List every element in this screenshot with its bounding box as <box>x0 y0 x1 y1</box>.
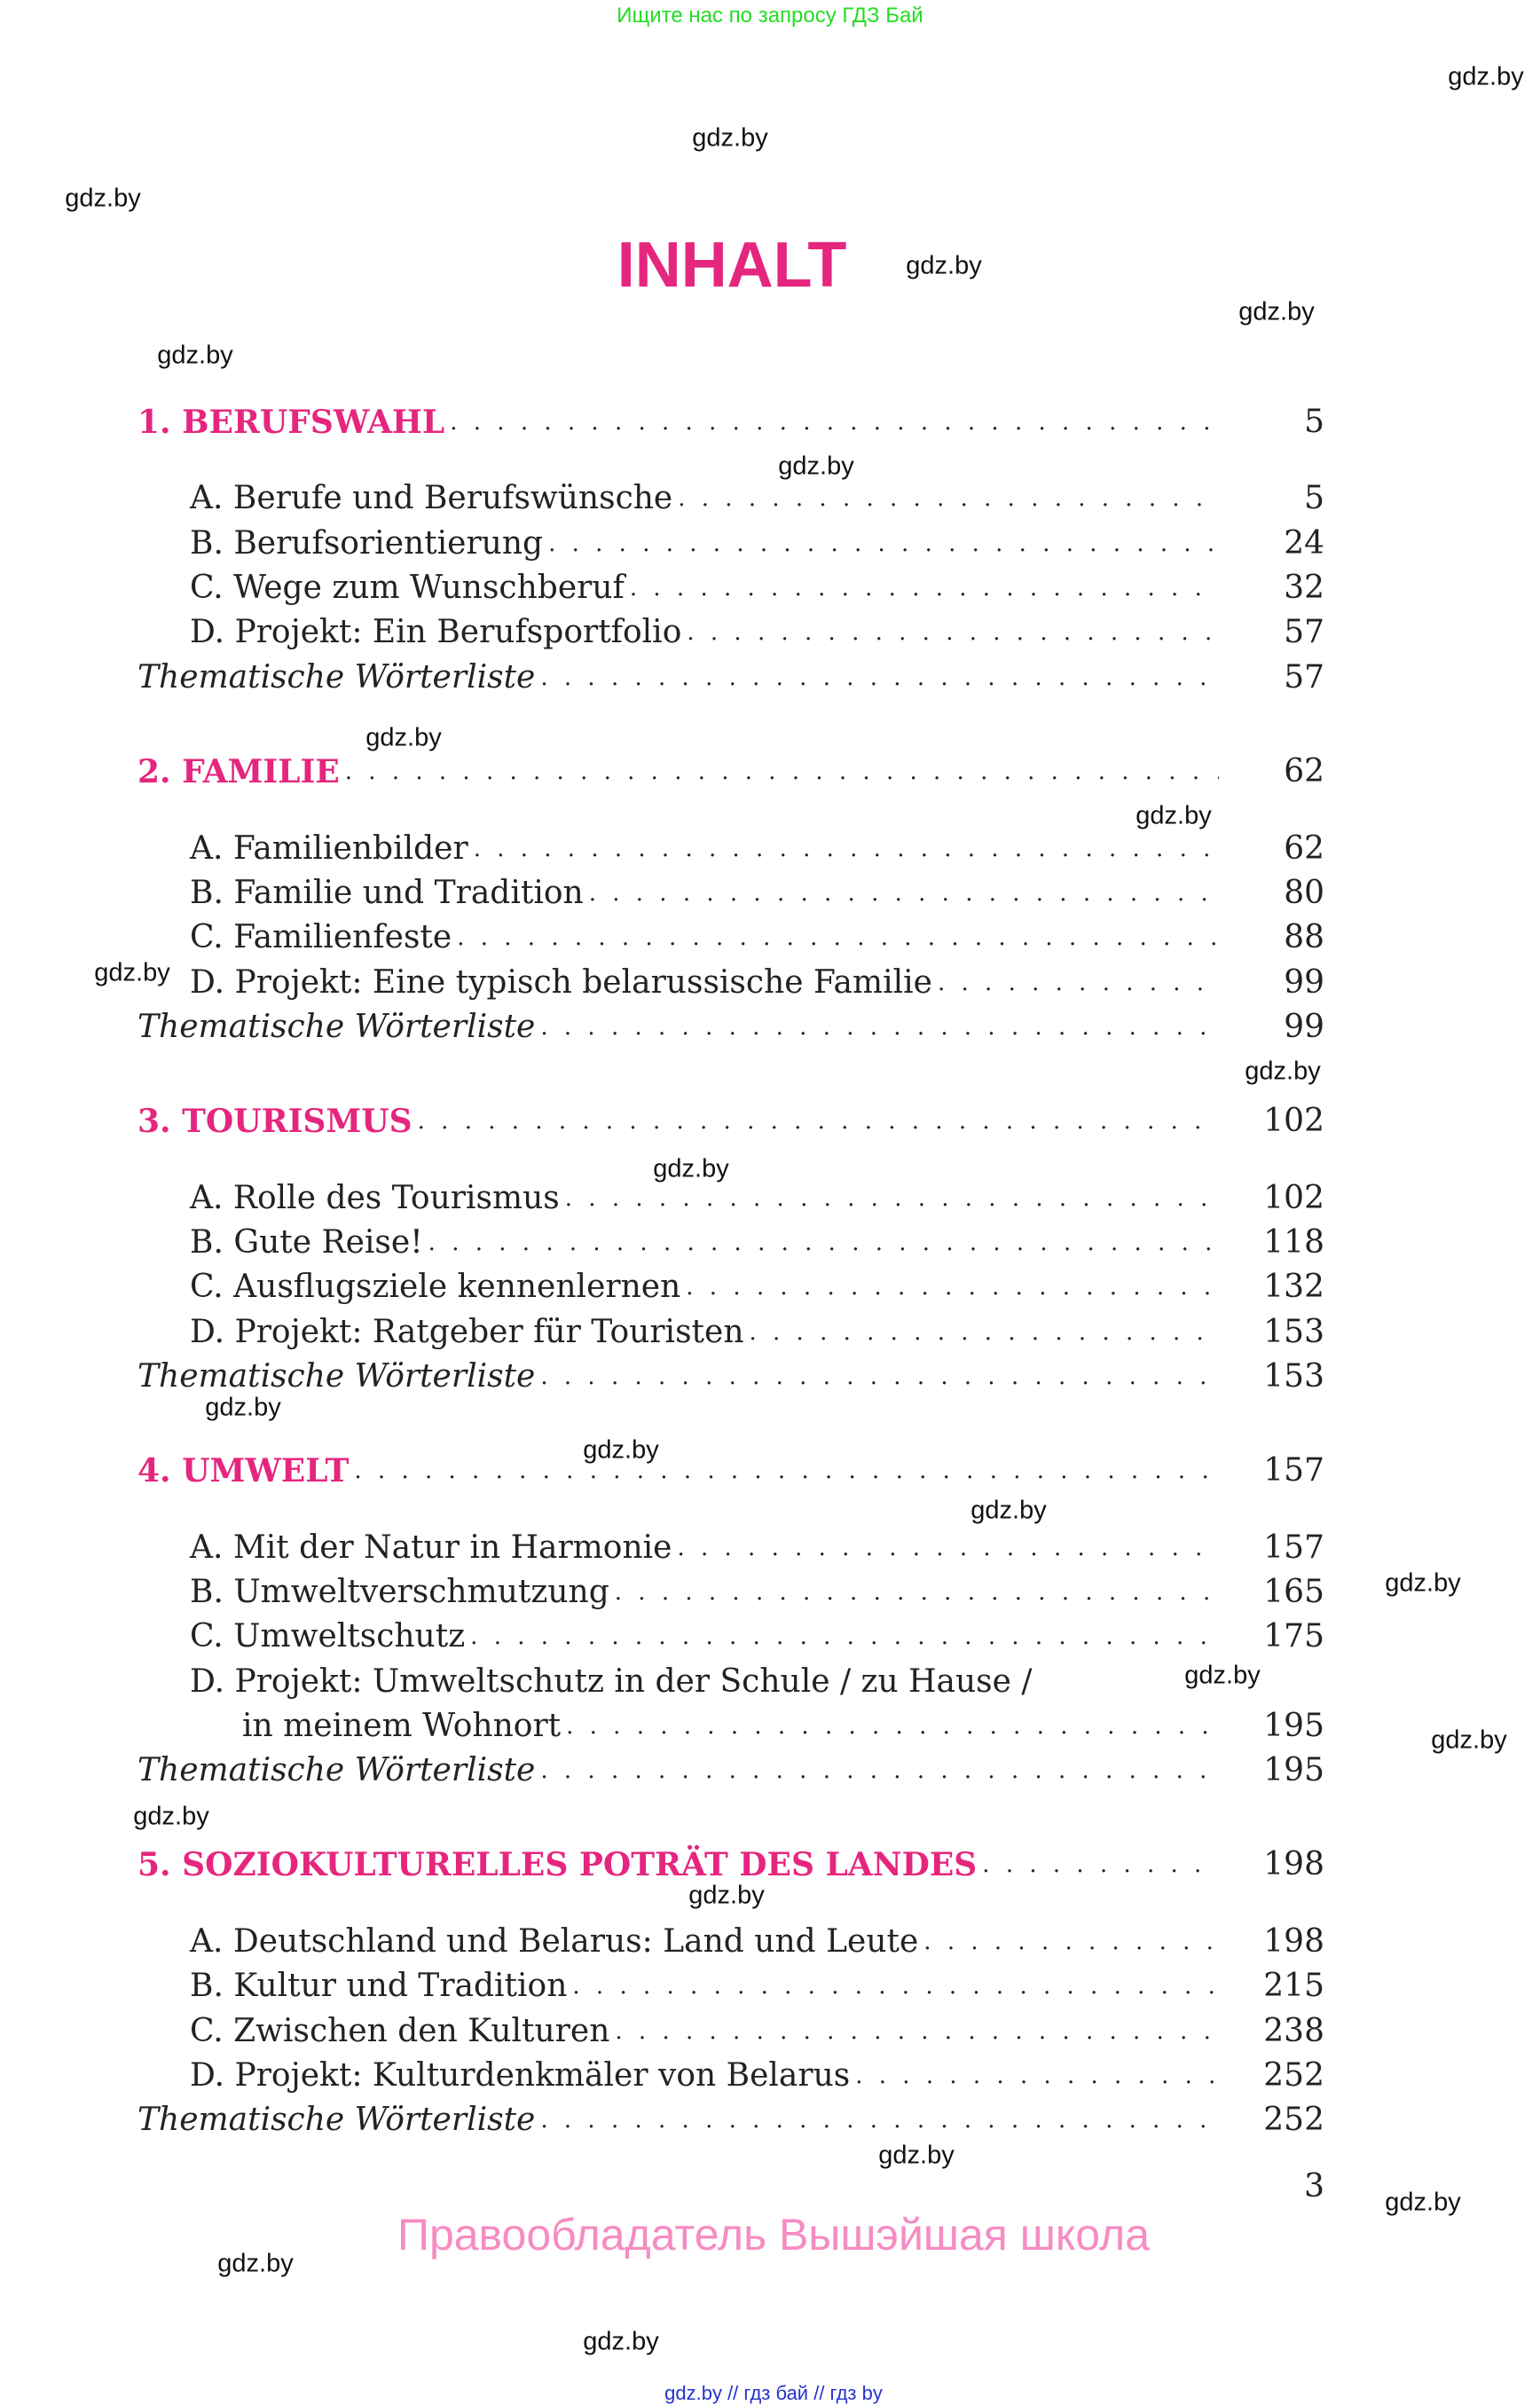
toc-wordlist[interactable] <box>138 658 1324 697</box>
toc-label: B. Berufsorientierung <box>190 525 544 562</box>
toc-page: 198 <box>1263 1846 1324 1882</box>
watermark: gdz.by <box>217 2249 294 2278</box>
toc-page: 132 <box>1263 1269 1324 1305</box>
toc-page: 102 <box>1263 1103 1324 1139</box>
leader-dots <box>572 1967 1219 2006</box>
leader-dots <box>354 1451 1219 1490</box>
search-banner[interactable]: Ищите нас по запросу ГДЗ Бай <box>617 4 923 28</box>
watermark: gdz.by <box>94 958 170 987</box>
toc-section-heading[interactable] <box>138 1845 1324 1884</box>
watermark: gdz.by <box>878 2141 955 2170</box>
toc-page: 195 <box>1263 1752 1324 1788</box>
watermark: gdz.by <box>653 1154 729 1183</box>
watermark: gdz.by <box>157 341 233 370</box>
leader-dots <box>540 1751 1219 1790</box>
toc-page: 88 <box>1284 919 1324 955</box>
watermark: gdz.by <box>778 452 854 481</box>
watermark: gdz.by <box>1238 297 1315 326</box>
toc-page: 215 <box>1263 1968 1324 2004</box>
toc-item[interactable] <box>190 479 1324 518</box>
toc-item[interactable] <box>190 918 1324 957</box>
toc-section-heading[interactable] <box>138 752 1324 791</box>
leader-dots <box>565 1179 1219 1218</box>
watermark: gdz.by <box>688 1881 765 1910</box>
leader-dots <box>923 1922 1219 1961</box>
toc-item[interactable] <box>190 1268 1324 1307</box>
page-number: 3 <box>1304 2168 1324 2205</box>
watermark: gdz.by <box>133 1802 209 1831</box>
toc-page: 5 <box>1304 404 1324 440</box>
page-title: INHALT <box>617 230 847 301</box>
leader-dots <box>540 1357 1219 1396</box>
watermark: gdz.by <box>1245 1057 1321 1086</box>
toc-section-heading[interactable] <box>138 1451 1324 1490</box>
toc-label: A. Berufe und Berufswünsche <box>190 480 673 516</box>
watermark: gdz.by <box>1135 801 1212 830</box>
leader-dots <box>470 1617 1219 1656</box>
leader-dots <box>566 1707 1219 1746</box>
toc-page: 24 <box>1284 525 1324 562</box>
toc-page: 102 <box>1263 1180 1324 1216</box>
watermark: gdz.by <box>1184 1661 1261 1690</box>
toc-label: A. Rolle des Tourismus <box>190 1180 560 1216</box>
leader-dots <box>548 524 1219 563</box>
toc-page: 57 <box>1284 614 1324 650</box>
toc-item[interactable] <box>190 1573 1324 1612</box>
toc-item[interactable] <box>190 1662 1324 1702</box>
rights-holder: Правообладатель Вышэйшая школа <box>397 2210 1150 2260</box>
toc-page: 153 <box>1263 1358 1324 1395</box>
watermark: gdz.by <box>970 1496 1047 1525</box>
leader-dots <box>615 2012 1219 2051</box>
leader-dots <box>678 479 1219 518</box>
toc-label: D. Projekt: Ratgeber für Touristen <box>190 1314 744 1350</box>
toc-item[interactable] <box>190 2012 1324 2051</box>
toc-item[interactable] <box>190 1922 1324 1961</box>
toc-label: D. Projekt: Kulturdenkmäler von Belarus <box>190 2057 851 2094</box>
toc-page: 252 <box>1263 2102 1324 2138</box>
leader-dots <box>750 1313 1220 1352</box>
toc-section-heading[interactable] <box>138 1102 1324 1141</box>
watermark: gdz.by <box>1385 1568 1461 1598</box>
toc-wordlist[interactable] <box>138 2101 1324 2140</box>
leader-dots <box>450 403 1219 442</box>
toc-label: C. Familienfeste <box>190 919 452 955</box>
toc-item[interactable] <box>190 2056 1324 2095</box>
leader-dots <box>457 918 1219 957</box>
leader-dots <box>540 1008 1219 1047</box>
toc-page: 62 <box>1284 753 1324 790</box>
toc-item[interactable] <box>190 569 1324 608</box>
toc-label: D. Projekt: Eine typisch belarussische Familie <box>190 964 932 1001</box>
toc-page: 153 <box>1263 1314 1324 1350</box>
toc-page: 57 <box>1284 659 1324 696</box>
toc-label: Thematische Wörterliste <box>138 1009 536 1045</box>
toc-label: D. Projekt: Umweltschutz in der Schule / zu Hause / <box>190 1663 1033 1700</box>
toc-label: D. Projekt: Ein Berufsportfolio <box>190 614 682 650</box>
toc-item[interactable] <box>190 1223 1324 1262</box>
toc-label: 3. TOURISMUS <box>138 1103 412 1140</box>
toc-item[interactable] <box>190 1617 1324 1656</box>
watermark: gdz.by <box>692 123 768 153</box>
toc-label: C. Umweltschutz <box>190 1618 466 1654</box>
leader-dots <box>540 658 1219 697</box>
toc-label: Thematische Wörterliste <box>138 2102 536 2138</box>
toc-item[interactable] <box>190 829 1324 868</box>
toc-wordlist[interactable] <box>138 1357 1324 1396</box>
toc-wordlist[interactable] <box>138 1008 1324 1047</box>
toc-page: 175 <box>1263 1618 1324 1654</box>
toc-item[interactable] <box>190 524 1324 563</box>
toc-label: C. Wege zum Wunschberuf <box>190 570 625 606</box>
watermark: gdz.by <box>1431 1725 1507 1755</box>
leader-dots <box>540 2101 1219 2140</box>
leader-dots <box>677 1529 1219 1568</box>
watermark: gdz.by <box>205 1393 281 1422</box>
leader-dots <box>938 963 1219 1002</box>
toc-label: 1. BERUFSWAHL <box>138 404 445 441</box>
toc-label: 4. UMWELT <box>138 1452 350 1489</box>
toc-label: B. Gute Reise! <box>190 1224 423 1261</box>
toc-label: B. Umweltverschmutzung <box>190 1574 609 1610</box>
leader-dots <box>630 569 1219 608</box>
toc-label: B. Familie und Tradition <box>190 875 584 911</box>
toc-label: A. Deutschland und Belarus: Land und Leute <box>190 1923 919 1960</box>
toc-page: 157 <box>1263 1529 1324 1566</box>
toc-item[interactable] <box>190 1967 1324 2006</box>
watermark: gdz.by <box>906 251 982 280</box>
watermark: gdz.by <box>1448 62 1524 91</box>
toc-page: 165 <box>1263 1574 1324 1610</box>
toc-page: 118 <box>1263 1224 1324 1261</box>
leader-dots <box>615 1573 1219 1612</box>
toc-label: in meinem Wohnort <box>242 1708 562 1744</box>
toc-label: C. Ausflugsziele kennenlernen <box>190 1269 681 1305</box>
toc-item[interactable] <box>190 613 1324 652</box>
toc-page: 157 <box>1263 1452 1324 1489</box>
toc-item[interactable] <box>190 1179 1324 1218</box>
toc-section-heading[interactable] <box>138 403 1324 442</box>
toc-page: 80 <box>1284 875 1324 911</box>
toc-label: Thematische Wörterliste <box>138 1752 536 1788</box>
leader-dots <box>686 1268 1219 1307</box>
leader-dots <box>428 1223 1219 1262</box>
toc-page: 99 <box>1284 964 1324 1001</box>
leader-dots <box>345 752 1219 791</box>
leader-dots <box>687 613 1219 652</box>
watermark: gdz.by <box>65 184 141 213</box>
leader-dots <box>474 829 1219 868</box>
leader-dots <box>418 1102 1219 1141</box>
toc-page: 32 <box>1284 570 1324 606</box>
toc-label: C. Zwischen den Kulturen <box>190 2013 610 2049</box>
leader-dots <box>589 874 1219 913</box>
toc-page: 198 <box>1263 1923 1324 1960</box>
toc-label: A. Mit der Natur in Harmonie <box>190 1529 672 1566</box>
toc-item[interactable] <box>190 1529 1324 1568</box>
watermark: gdz.by <box>1385 2188 1461 2217</box>
toc-label: Thematische Wörterliste <box>138 659 536 696</box>
toc-label: A. Familienbilder <box>190 830 468 867</box>
toc-page: 238 <box>1263 2013 1324 2049</box>
leader-dots <box>982 1845 1219 1884</box>
toc-page: 195 <box>1263 1708 1324 1744</box>
watermark: gdz.by <box>365 723 442 752</box>
toc-label: B. Kultur und Tradition <box>190 1968 568 2004</box>
bottom-links[interactable]: gdz.by // гдз бай // гдз by <box>664 2382 883 2404</box>
toc-item[interactable] <box>190 963 1324 1002</box>
toc-page: 252 <box>1263 2057 1324 2094</box>
toc-item[interactable] <box>190 1313 1324 1352</box>
leader-dots <box>855 2056 1219 2095</box>
toc-label: 5. SOZIOKULTURELLES POTRÄT DES LANDES <box>138 1846 978 1883</box>
toc-item-continued[interactable] <box>242 1707 1324 1746</box>
toc-page: 5 <box>1304 480 1324 516</box>
toc-label: 2. FAMILIE <box>138 753 340 790</box>
toc-item[interactable] <box>190 874 1324 913</box>
toc-page: 99 <box>1284 1009 1324 1045</box>
toc-wordlist[interactable] <box>138 1751 1324 1790</box>
toc-page: 62 <box>1284 830 1324 867</box>
toc-label: Thematische Wörterliste <box>138 1358 536 1395</box>
watermark: gdz.by <box>583 1435 659 1465</box>
watermark: gdz.by <box>583 2327 659 2356</box>
